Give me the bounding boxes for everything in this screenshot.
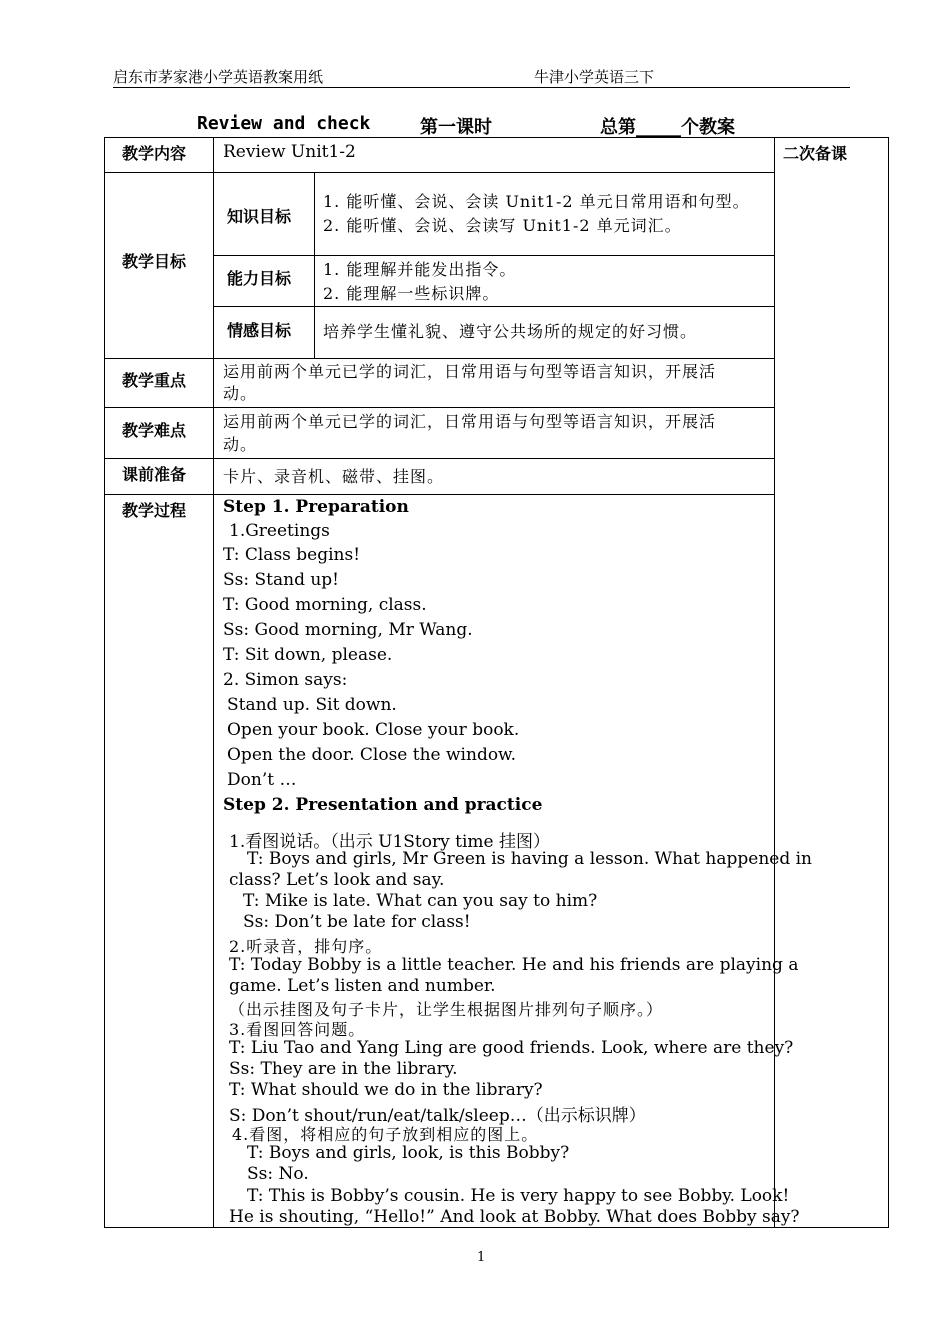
process-line: Ss: No. [247, 1164, 309, 1184]
grid-line [213, 255, 774, 256]
grid-line [213, 137, 214, 1228]
process-line: game. Let’s listen and number. [229, 976, 496, 996]
title-plan-number: 总第_____个教案 [600, 117, 735, 138]
process-line: Open the door. Close the window. [227, 745, 516, 765]
content-value: Review Unit1-2 [223, 142, 356, 162]
step-heading: Step 1. Preparation [223, 497, 409, 517]
process-line: Ss: Good morning, Mr Wang. [223, 620, 473, 640]
process-line: Ss: Don’t be late for class! [243, 912, 471, 932]
key-points-label: 教学重点 [122, 371, 187, 390]
ability-line-1: 1. 能理解并能发出指令。 [323, 260, 517, 279]
emotion-label: 情感目标 [227, 321, 292, 340]
process-line: Don’t … [227, 770, 297, 790]
grid-line [104, 358, 774, 359]
ability-line-2: 2. 能理解一些标识牌。 [323, 284, 500, 303]
process-line: 1.Greetings [229, 521, 330, 541]
process-line: Ss: They are in the library. [229, 1059, 458, 1079]
preparation-label: 课前准备 [122, 465, 187, 484]
process-line: He is shouting, “Hello!” And look at Bobby. What does Bobby say? [229, 1207, 800, 1227]
step-heading: Step 2. Presentation and practice [223, 795, 543, 815]
process-line: 4.看图，将相应的句子放到相应的图上。 [232, 1125, 539, 1144]
process-line: T: Class begins! [223, 545, 361, 565]
process-line: T: Sit down, please. [223, 645, 393, 665]
content-label: 教学内容 [122, 144, 187, 163]
header-course: 牛津小学英语三下 [534, 68, 655, 86]
difficulties-line-2: 动。 [223, 435, 258, 454]
grid-line [104, 458, 774, 459]
difficulties-line-1: 运用前两个单元已学的词汇，日常用语与句型等语言知识，开展活 [223, 412, 717, 431]
process-line: T: This is Bobby’s cousin. He is very happy to see Bobby. Look! [247, 1186, 790, 1206]
process-line: Stand up. Sit down. [227, 695, 397, 715]
knowledge-line-1: 1. 能听懂、会说、会读 Unit1-2 单元日常用语和句型。 [323, 192, 750, 211]
process-line: （出示挂图及句子卡片，让学生根据图片排列句子顺序。） [229, 1000, 664, 1019]
process-line: T: Today Bobby is a little teacher. He and his friends are playing a [229, 955, 799, 975]
process-line: T: Mike is late. What can you say to him? [243, 891, 598, 911]
header-school: 启东市茅家港小学英语教案用纸 [113, 68, 324, 86]
grid-line [104, 172, 774, 173]
process-line: 1.看图说话。（出示 U1Story time 挂图） [229, 832, 550, 852]
title-period: 第一课时 [420, 117, 492, 138]
process-line: 2.听录音，排句序。 [229, 937, 383, 956]
knowledge-line-2: 2. 能听懂、会说、会读写 Unit1-2 单元词汇。 [323, 216, 682, 235]
knowledge-label: 知识目标 [227, 207, 292, 226]
key-points-line-2: 动。 [223, 384, 258, 403]
process-line: T: What should we do in the library? [229, 1080, 543, 1100]
process-line: T: Good morning, class. [223, 595, 427, 615]
grid-line [314, 172, 315, 358]
process-line: Open your book. Close your book. [227, 720, 520, 740]
second-prep-label: 二次备课 [783, 144, 848, 163]
grid-line [774, 137, 775, 1228]
process-line: 3.看图回答问题。 [229, 1020, 366, 1039]
difficulties-label: 教学难点 [122, 421, 187, 440]
grid-line [104, 494, 774, 495]
title-lesson-name: Review and check [197, 113, 371, 134]
key-points-line-1: 运用前两个单元已学的词汇，日常用语与句型等语言知识，开展活 [223, 362, 717, 381]
process-line: T: Boys and girls, look, is this Bobby? [247, 1143, 570, 1163]
process-line: T: Boys and girls, Mr Green is having a lesson. What happened in [247, 849, 813, 869]
process-line: S: Don’t shout/run/eat/talk/sleep…（出示标识牌） [229, 1106, 646, 1126]
grid-line [213, 306, 774, 307]
emotion-line-1: 培养学生懂礼貌、遵守公共场所的规定的好习惯。 [323, 322, 698, 341]
process-line: class? Let’s look and say. [229, 870, 445, 890]
preparation-value: 卡片、录音机、磁带、挂图。 [223, 467, 445, 486]
objectives-label: 教学目标 [122, 252, 187, 271]
process-label: 教学过程 [122, 501, 187, 520]
grid-line [104, 407, 774, 408]
header-rule [113, 87, 850, 88]
ability-label: 能力目标 [227, 269, 292, 288]
process-line: 2. Simon says: [223, 670, 348, 690]
page-number: 1 [477, 1250, 486, 1265]
process-line: Ss: Stand up! [223, 570, 340, 590]
process-line: T: Liu Tao and Yang Ling are good friends. Look, where are they? [229, 1038, 794, 1058]
